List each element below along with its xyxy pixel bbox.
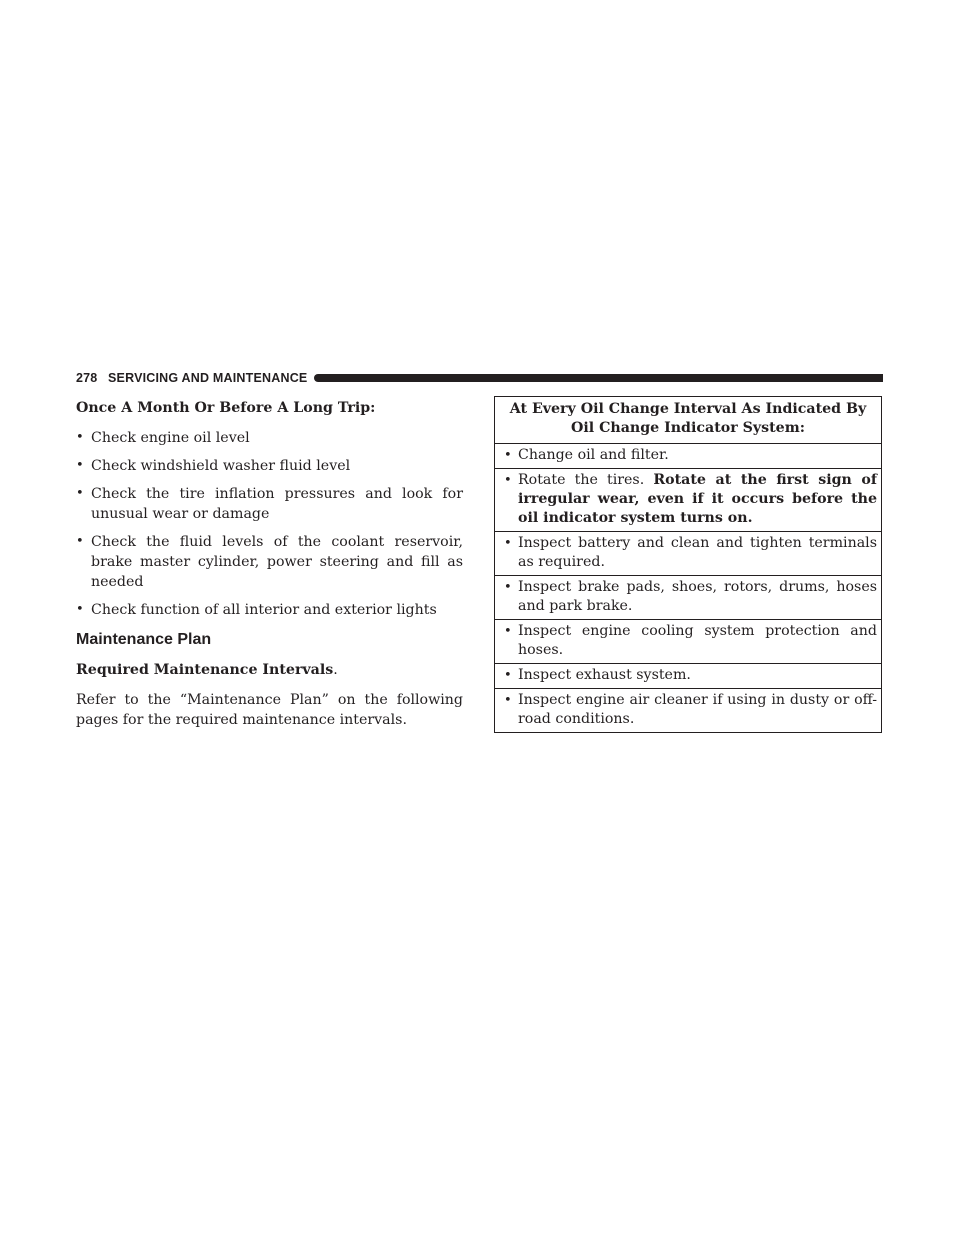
row-text: Inspect engine cooling system protection and hoses. (518, 623, 877, 658)
table-row (495, 576, 881, 620)
table-row (495, 444, 881, 469)
list-item (76, 484, 463, 524)
bullet-icon: • (76, 602, 84, 617)
table-header: At Every Oil Change Interval As Indicated By Oil Change Indicator System: (495, 397, 881, 444)
table-row (495, 689, 881, 733)
left-column (76, 398, 463, 730)
table-row (495, 620, 881, 664)
table-row (495, 532, 881, 576)
list-item (76, 456, 463, 476)
row-text: Inspect engine air cleaner if using in dusty or off-road conditions. (518, 692, 877, 727)
checklist-heading: Once A Month Or Before A Long Trip: (76, 400, 376, 416)
required-intervals-label: Required Maintenance Intervals (76, 662, 334, 678)
table-row (495, 664, 881, 689)
required-intervals-suffix: . (333, 662, 338, 678)
bullet-icon: • (76, 486, 84, 501)
row-text: Rotate the tires. (518, 472, 654, 488)
bullet-icon: • (504, 580, 512, 595)
maintenance-plan-heading: Maintenance Plan (76, 631, 212, 648)
bullet-icon: • (76, 534, 84, 549)
bullet-icon: • (504, 536, 512, 551)
list-item (76, 428, 463, 448)
checklist (76, 428, 463, 620)
list-item (76, 532, 463, 592)
row-text: Change oil and filter. (518, 447, 669, 463)
list-item (76, 600, 463, 620)
bullet-icon: • (504, 693, 512, 708)
bullet-icon: • (504, 624, 512, 639)
table-row (495, 469, 881, 532)
bullet-icon: • (504, 473, 512, 488)
oil-change-table (494, 396, 882, 733)
page-number: 278 (76, 371, 98, 385)
bullet-icon: • (76, 430, 84, 445)
row-text: Inspect battery and clean and tighten terminals as required. (518, 535, 877, 570)
list-item-text: Check engine oil level (91, 430, 250, 446)
refer-paragraph: Refer to the “Maintenance Plan” on the following pages for the required maintenance intervals. (76, 692, 463, 728)
section-title: SERVICING AND MAINTENANCE (108, 371, 308, 385)
required-intervals-line (76, 660, 463, 680)
bullet-icon: • (504, 448, 512, 463)
row-text: Inspect brake pads, shoes, rotors, drums, hoses and park brake. (518, 579, 877, 614)
bullet-icon: • (76, 458, 84, 473)
list-item-text: Check function of all interior and exterior lights (91, 602, 437, 618)
header-rule (314, 374, 883, 382)
list-item-text: Check the tire inflation pressures and look for unusual wear or damage (91, 486, 463, 522)
page-header (76, 371, 883, 385)
row-bold-text: Rotate at the first sign of irregular wear, even if it occurs before the oil indicator system turns on. (518, 472, 877, 526)
list-item-text: Check the fluid levels of the coolant reservoir, brake master cylinder, power steering and fill as needed (91, 534, 463, 590)
row-text: Inspect exhaust system. (518, 667, 691, 683)
list-item-text: Check windshield washer fluid level (91, 458, 351, 474)
bullet-icon: • (504, 668, 512, 683)
